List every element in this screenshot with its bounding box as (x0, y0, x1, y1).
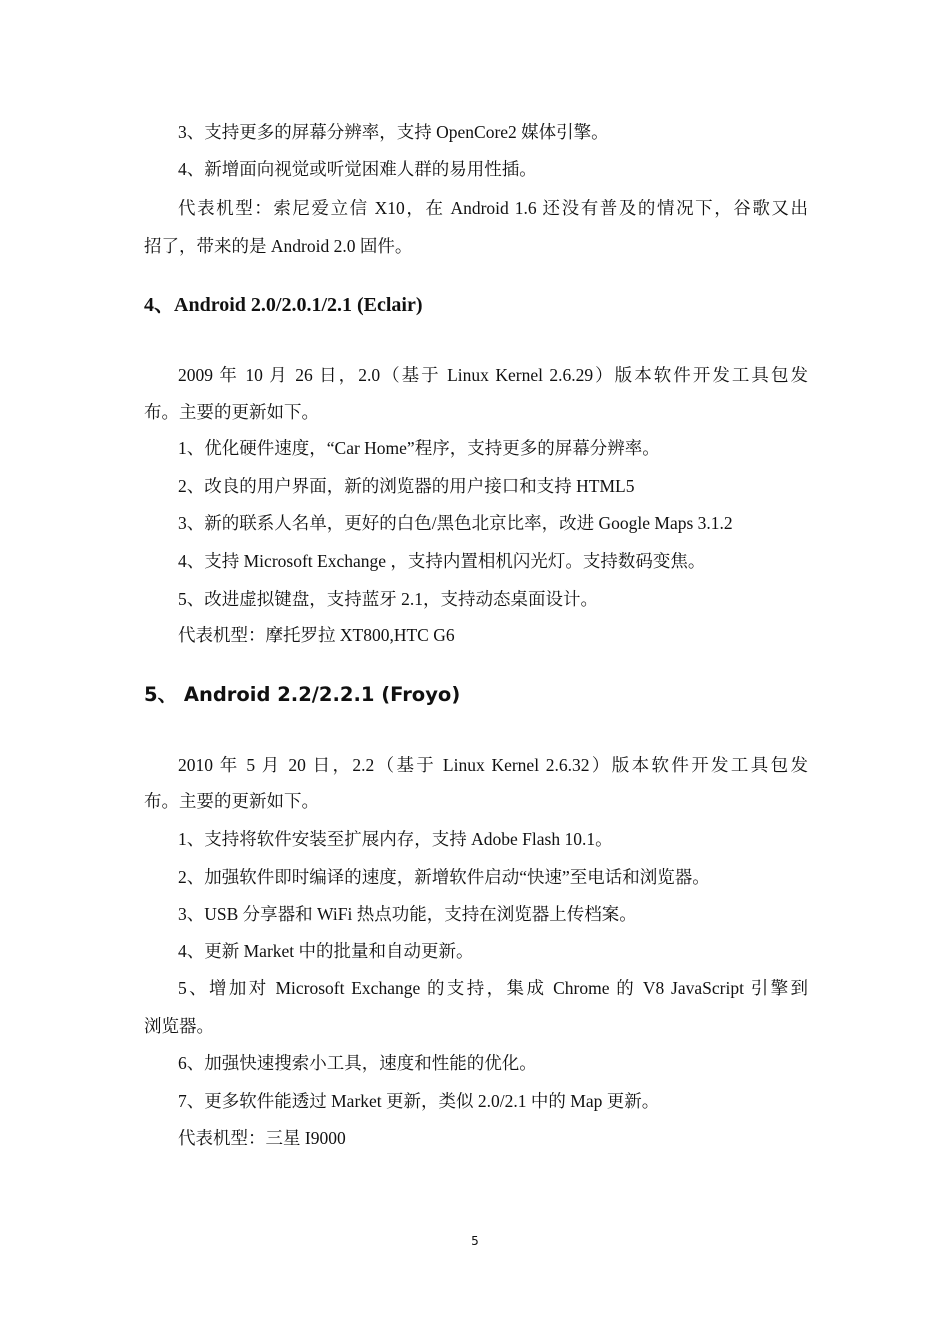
paragraph-line: 代表机型：摩托罗拉 XT800,HTC G6 (178, 625, 455, 645)
list-item: 2、加强软件即时编译的速度，新增软件启动“快速”至电话和浏览器。 (178, 867, 710, 887)
paragraph-line: 布。主要的更新如下。 (144, 402, 319, 422)
list-item: 3、支持更多的屏幕分辨率，支持 OpenCore2 媒体引擎。 (178, 122, 609, 142)
list-item: 5、增加对 Microsoft Exchange 的支持，集成 Chrome 的 V8 JavaScript 引擎到 (178, 978, 808, 998)
list-item: 3、USB 分享器和 WiFi 热点功能，支持在浏览器上传档案。 (178, 904, 637, 924)
list-item: 6、加强快速搜索小工具，速度和性能的优化。 (178, 1053, 537, 1073)
page-number: 5 (471, 1234, 479, 1248)
paragraph-line: 浏览器。 (144, 1016, 214, 1036)
section-heading: 4、Android 2.0/2.0.1/2.1 (Eclair) (144, 294, 423, 316)
list-item: 3、新的联系人名单，更好的白色/黑色北京比率，改进 Google Maps 3.1.2 (178, 513, 733, 533)
paragraph-line: 2009 年 10 月 26 日，2.0（基于 Linux Kernel 2.6.29）版本软件开发工具包发 (178, 365, 808, 385)
list-item: 4、新增面向视觉或听觉困难人群的易用性插。 (178, 159, 537, 179)
paragraph-line: 代表机型：索尼爱立信 X10，在 Android 1.6 还没有普及的情况下，谷歌又出 (178, 198, 808, 218)
list-item: 2、改良的用户界面，新的浏览器的用户接口和支持 HTML5 (178, 476, 635, 496)
list-item: 5、改进虚拟键盘，支持蓝牙 2.1，支持动态桌面设计。 (178, 589, 598, 609)
list-item: 1、优化硬件速度，“Car Home”程序，支持更多的屏幕分辨率。 (178, 438, 660, 458)
section-heading: 5、 Android 2.2/2.2.1 (Froyo) (144, 683, 461, 706)
list-item: 4、更新 Market 中的批量和自动更新。 (178, 941, 474, 961)
paragraph-line: 代表机型：三星 I9000 (178, 1128, 346, 1148)
list-item: 1、支持将软件安装至扩展内存，支持 Adobe Flash 10.1。 (178, 829, 613, 849)
paragraph-line: 布。主要的更新如下。 (144, 791, 319, 811)
list-item: 4、支持 Microsoft Exchange ，支持内置相机闪光灯。支持数码变焦。 (178, 551, 706, 571)
paragraph-line: 招了，带来的是 Android 2.0 固件。 (144, 236, 413, 256)
paragraph-line: 2010 年 5 月 20 日，2.2（基于 Linux Kernel 2.6.32）版本软件开发工具包发 (178, 755, 808, 775)
list-item: 7、更多软件能透过 Market 更新，类似 2.0/2.1 中的 Map 更新。 (178, 1091, 660, 1111)
